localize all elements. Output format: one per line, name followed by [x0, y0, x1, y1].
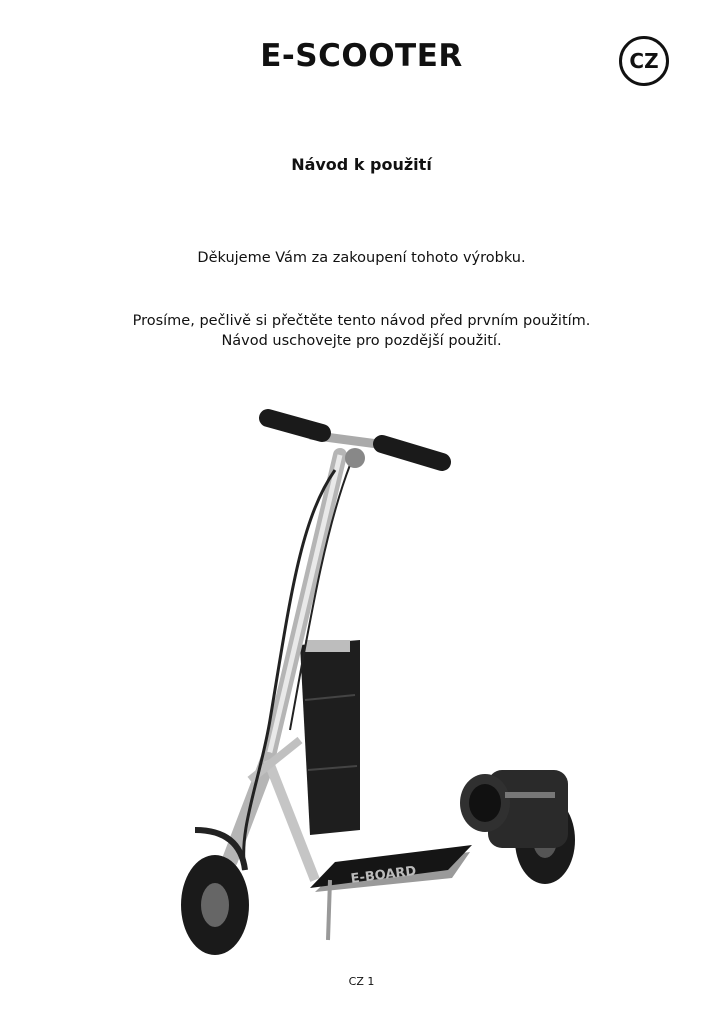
instruction-line-2: Návod uschovejte pro pozdější použití.	[221, 333, 502, 349]
language-badge: CZ	[619, 36, 669, 86]
handlebar	[268, 418, 442, 468]
deck-logo: E-BOARD	[349, 863, 418, 887]
motor-housing	[460, 770, 568, 848]
document-subtitle: Návod k použití	[291, 155, 432, 174]
scooter-illustration	[150, 400, 590, 960]
battery-pack	[300, 640, 360, 835]
front-wheel	[181, 830, 249, 955]
page-number: CZ 1	[348, 975, 375, 988]
thanks-text: Děkujeme Vám za zakoupení tohoto výrobku.	[197, 250, 526, 266]
page-title: E-SCOOTER	[260, 38, 463, 74]
instruction-line-1: Prosíme, pečlivě si přečtěte tento návod před prvním použitím.	[132, 313, 591, 329]
deck	[310, 845, 472, 892]
